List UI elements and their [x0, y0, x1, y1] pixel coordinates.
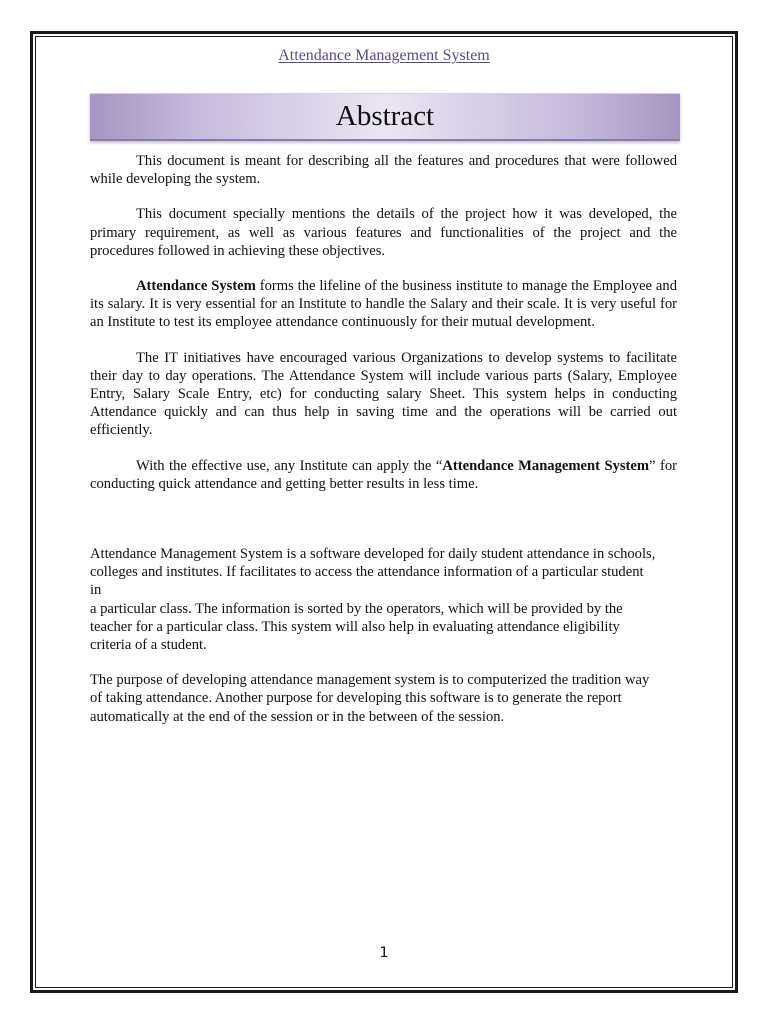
paragraph-effective-use-end: ” for conducting quick attendance and getting better results in less time.: [90, 457, 678, 492]
text-line: of taking attendance. Another purpose for developing this software is to generate the report: [90, 690, 622, 707]
text-line: Attendance Management System is a software developed for daily student attendance in schools,: [90, 546, 656, 563]
document-body: [90, 152, 677, 726]
paragraph-software-description: [90, 545, 677, 654]
paragraph-details: This document specially mentions the details of the project how it was developed, the primary requirement, as well as various features and functionalities of the project and the procedures followed in achieving these objectives.: [90, 206, 677, 259]
text-line: automatically at the end of the session or in the between of the session.: [90, 708, 505, 725]
abstract-banner: [90, 93, 680, 141]
paragraph-development-purpose: [90, 671, 677, 726]
paragraph-it-initiatives: The IT initiatives have encouraged various Organizations to develop systems to facilitate their day to day operations. The Attendance System will include various parts (Salary, Employee Entry, Salary Scale Entry, etc) for conducting salary Sheet. This system helps in conducting Attendance quickly and can thus help in saving time and the operations will be carried out efficiently.: [90, 349, 677, 439]
paragraph-purpose: This document is meant for describing all the features and procedures that were followed while developing the system.: [90, 153, 677, 188]
paragraph-lifeline-text: forms the lifeline of the business institute to manage the Employee and its salary. It is very essential for an Institute to handle the Salary and their scale. It is very useful for an Institute to test its employee attendance continuously for their mutual development.: [90, 278, 677, 331]
text-line: criteria of a student.: [90, 637, 207, 654]
text-line: The purpose of developing attendance management system is to computerized the tradition way: [90, 672, 650, 689]
bold-term-attendance-management-system: Attendance Management System: [442, 457, 650, 474]
text-line: a particular class. The information is sorted by the operators, which will be provided by the: [90, 600, 623, 617]
text-line: teacher for a particular class. This system will also help in evaluating attendance eligibility: [90, 618, 620, 635]
text-line: colleges and institutes. If facilitates to access the attendance information of a particular student: [90, 564, 644, 581]
paragraph-lifeline: [90, 277, 677, 332]
paragraph-effective-use-start: With the effective use, any Institute can apply the “: [136, 457, 443, 474]
paragraph-effective-use: [90, 457, 677, 493]
bold-term-attendance-system: Attendance System: [136, 278, 256, 295]
text-line: in: [90, 582, 102, 599]
abstract-heading: Abstract: [335, 100, 435, 132]
document-header-title: Attendance Management System: [278, 47, 490, 64]
page-number: 1: [379, 944, 389, 961]
